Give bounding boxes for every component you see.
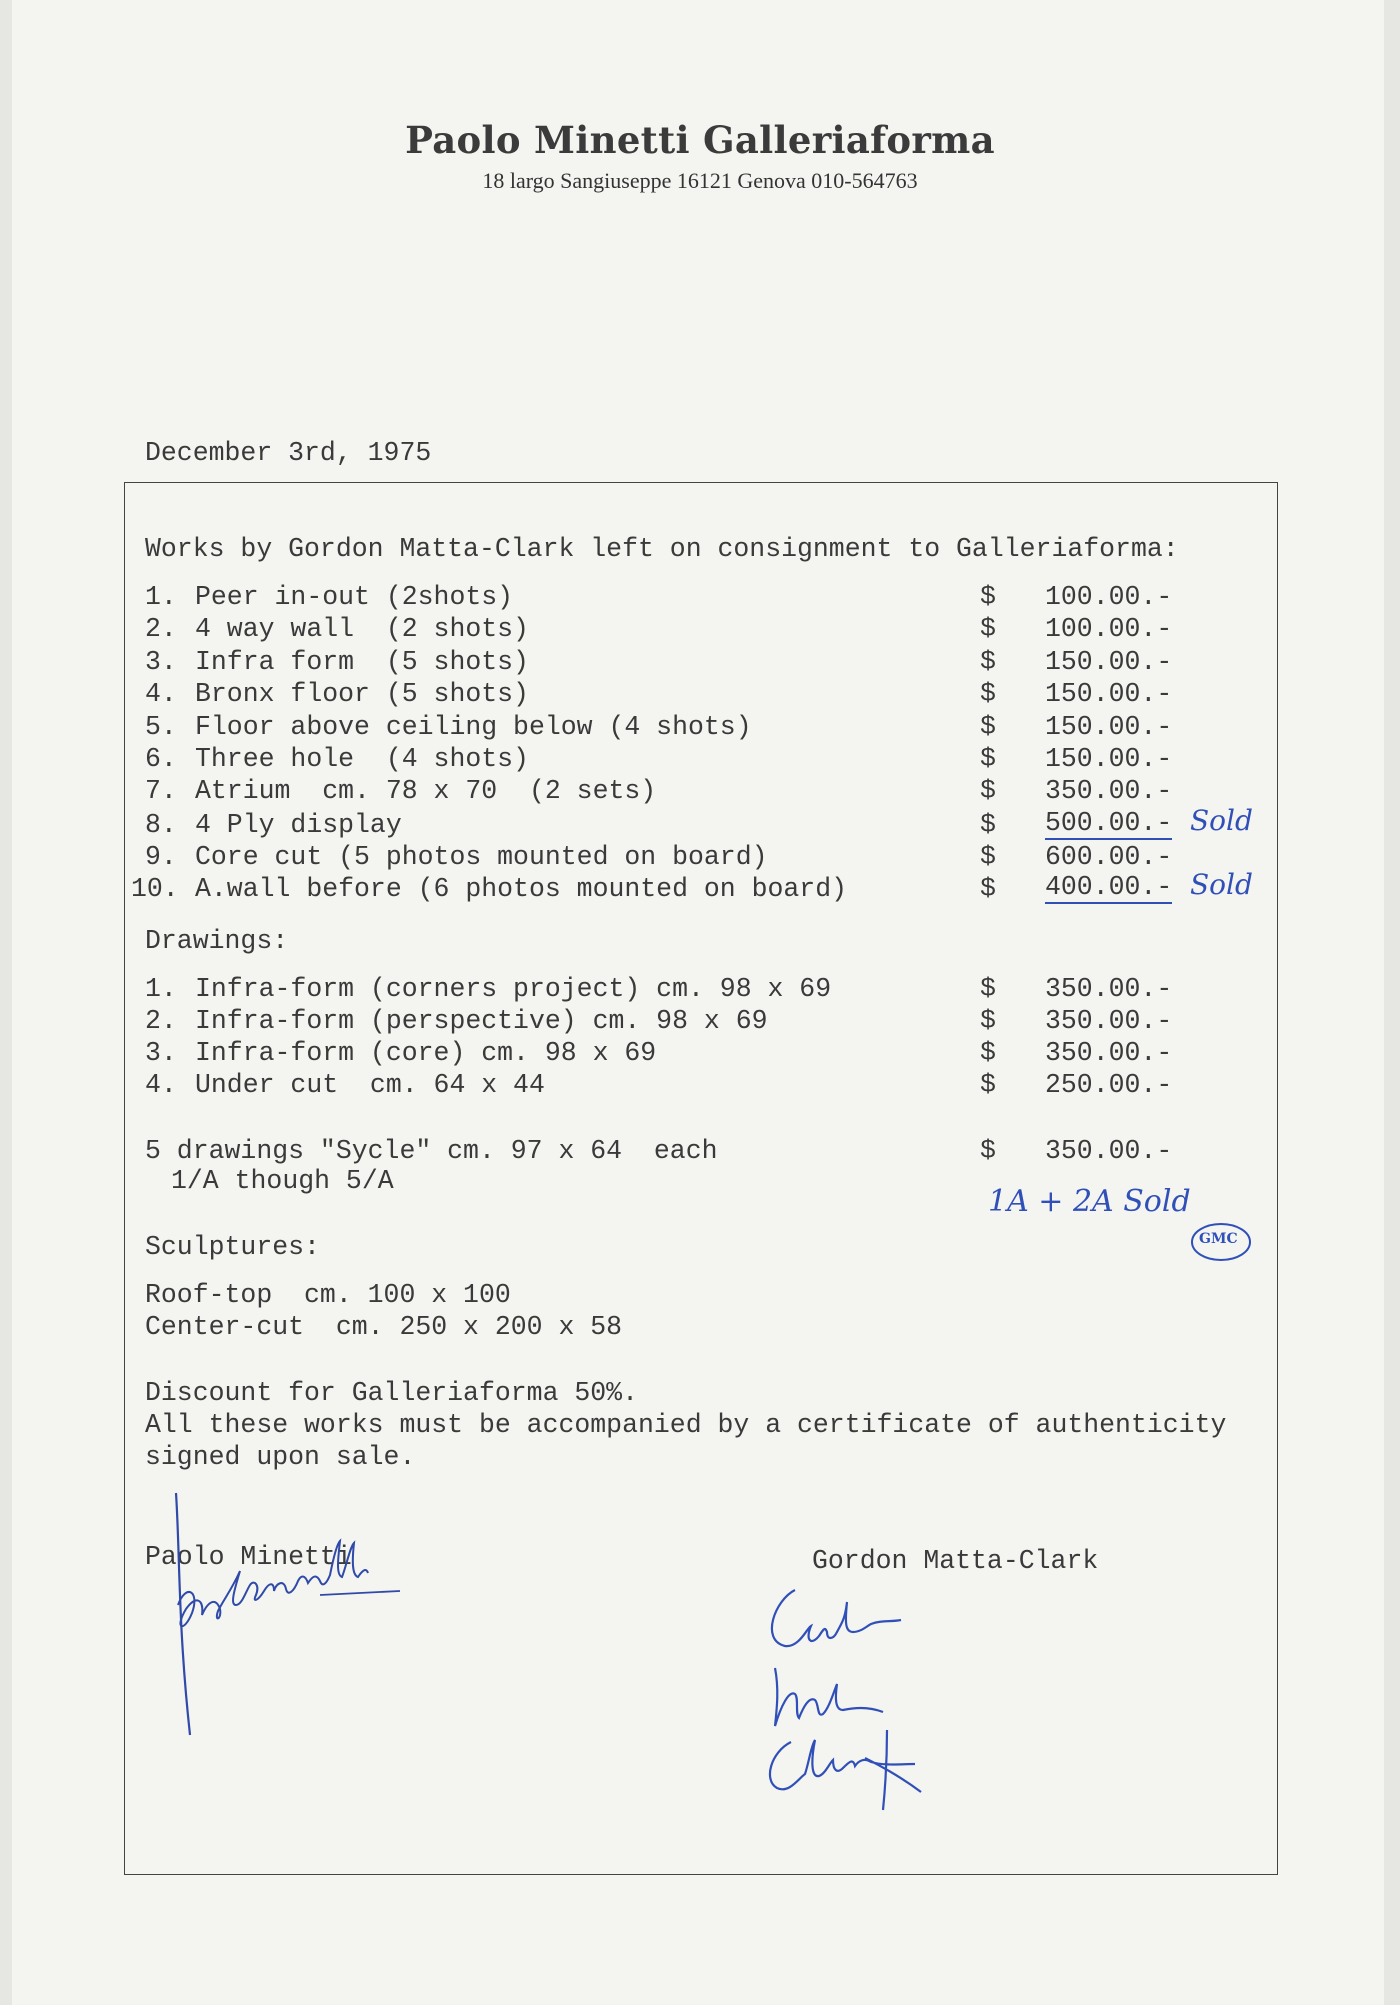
terms-line: signed upon sale. <box>145 1442 416 1472</box>
currency-sign: $ <box>980 1038 996 1068</box>
letter-date: December 3rd, 1975 <box>145 438 432 468</box>
photo-item-number: 1. <box>145 582 177 612</box>
drawing-item-number: 1. <box>145 974 177 1004</box>
terms-line: All these works must be accompanied by a certificate of authenticity <box>145 1410 1227 1440</box>
terms-line: Discount for Galleriaforma 50%. <box>145 1378 638 1408</box>
photo-item-price: 150.00.- <box>1045 647 1173 677</box>
gmc-initials-circle <box>1189 1220 1253 1264</box>
photo-item-title: A.wall before (6 photos mounted on board) <box>195 874 848 904</box>
letterhead-address: 18 largo Sangiuseppe 16121 Genova 010-564763 <box>482 168 918 193</box>
drawing-item-title: Infra-form (perspective) cm. 98 x 69 <box>195 1006 768 1036</box>
currency-sign: $ <box>980 1006 996 1036</box>
photo-item-price: 500.00.- <box>1045 808 1173 838</box>
sycle-price: 350.00.- <box>1045 1136 1173 1166</box>
sold-annotation: Sold <box>1190 868 1253 901</box>
photo-item-number: 9. <box>145 842 177 872</box>
photo-item-title: Core cut (5 photos mounted on board) <box>195 842 768 872</box>
intro-text: Works by Gordon Matta-Clark left on consignment to Galleriaforma: <box>145 534 1179 564</box>
photo-item-price: 150.00.- <box>1045 679 1173 709</box>
photo-item-number: 4. <box>145 679 177 709</box>
currency-sign: $ <box>980 647 996 677</box>
currency-sign: $ <box>980 776 996 806</box>
letterhead-name: Paolo Minetti Galleriaforma <box>405 118 995 162</box>
currency-sign: $ <box>980 974 996 1004</box>
photo-item-title: Bronx floor (5 shots) <box>195 679 529 709</box>
photo-item-price: 100.00.- <box>1045 614 1173 644</box>
photo-item-price: 400.00.- <box>1045 872 1173 902</box>
sycle-line-2: 1/A though 5/A <box>171 1166 394 1196</box>
currency-sign: $ <box>980 614 996 644</box>
photo-item-number: 5. <box>145 712 177 742</box>
drawing-item-number: 4. <box>145 1070 177 1100</box>
signatory-right: Gordon Matta-Clark <box>812 1546 1099 1576</box>
photo-item-number: 6. <box>145 744 177 774</box>
photo-item-number: 8. <box>145 810 177 840</box>
sculptures-heading: Sculptures: <box>145 1232 320 1262</box>
photo-item-price: 600.00.- <box>1045 842 1173 872</box>
currency-sign: $ <box>980 1136 996 1166</box>
drawing-item-number: 3. <box>145 1038 177 1068</box>
currency-sign: $ <box>980 679 996 709</box>
currency-sign: $ <box>980 582 996 612</box>
drawing-item-price: 350.00.- <box>1045 1006 1173 1036</box>
photo-item-title: 4 Ply display <box>195 810 402 840</box>
currency-sign: $ <box>980 842 996 872</box>
currency-sign: $ <box>980 744 996 774</box>
photo-item-number: 10. <box>131 874 179 904</box>
currency-sign: $ <box>980 712 996 742</box>
photo-item-title: Floor above ceiling below (4 shots) <box>195 712 752 742</box>
photo-item-title: Three hole (4 shots) <box>195 744 529 774</box>
sold-annotation: Sold <box>1190 804 1253 837</box>
photo-item-price: 350.00.- <box>1045 776 1173 806</box>
drawing-item-price: 250.00.- <box>1045 1070 1173 1100</box>
photo-item-price: 150.00.- <box>1045 712 1173 742</box>
matta-clark-signature <box>755 1570 975 1820</box>
photo-item-price: 150.00.- <box>1045 744 1173 774</box>
photo-item-title: Infra form (5 shots) <box>195 647 529 677</box>
drawing-item-title: Infra-form (corners project) cm. 98 x 69 <box>195 974 832 1004</box>
drawing-item-price: 350.00.- <box>1045 974 1173 1004</box>
photo-item-title: 4 way wall (2 shots) <box>195 614 529 644</box>
drawing-item-number: 2. <box>145 1006 177 1036</box>
photo-item-title: Atrium cm. 78 x 70 (2 sets) <box>195 776 657 806</box>
drawings-heading: Drawings: <box>145 926 289 956</box>
currency-sign: $ <box>980 1070 996 1100</box>
photo-item-price: 100.00.- <box>1045 582 1173 612</box>
drawing-item-title: Under cut cm. 64 x 44 <box>195 1070 545 1100</box>
drawing-item-price: 350.00.- <box>1045 1038 1173 1068</box>
minetti-signature <box>160 1485 440 1745</box>
signatory-left: Paolo Minetti <box>145 1542 352 1572</box>
photo-item-number: 2. <box>145 614 177 644</box>
sycle-line-1: 5 drawings "Sycle" cm. 97 x 64 each <box>145 1136 718 1166</box>
photo-item-title: Peer in-out (2shots) <box>195 582 514 612</box>
gmc-initials: GMC <box>1199 1231 1238 1247</box>
photo-item-number: 7. <box>145 776 177 806</box>
photo-item-number: 3. <box>145 647 177 677</box>
sculpture-item: Roof-top cm. 100 x 100 <box>145 1280 511 1310</box>
sculpture-item: Center-cut cm. 250 x 200 x 58 <box>145 1312 623 1342</box>
sycle-sold-annotation: 1A + 2A Sold <box>988 1184 1191 1219</box>
drawing-item-title: Infra-form (core) cm. 98 x 69 <box>195 1038 657 1068</box>
currency-sign: $ <box>980 810 996 840</box>
currency-sign: $ <box>980 874 996 904</box>
